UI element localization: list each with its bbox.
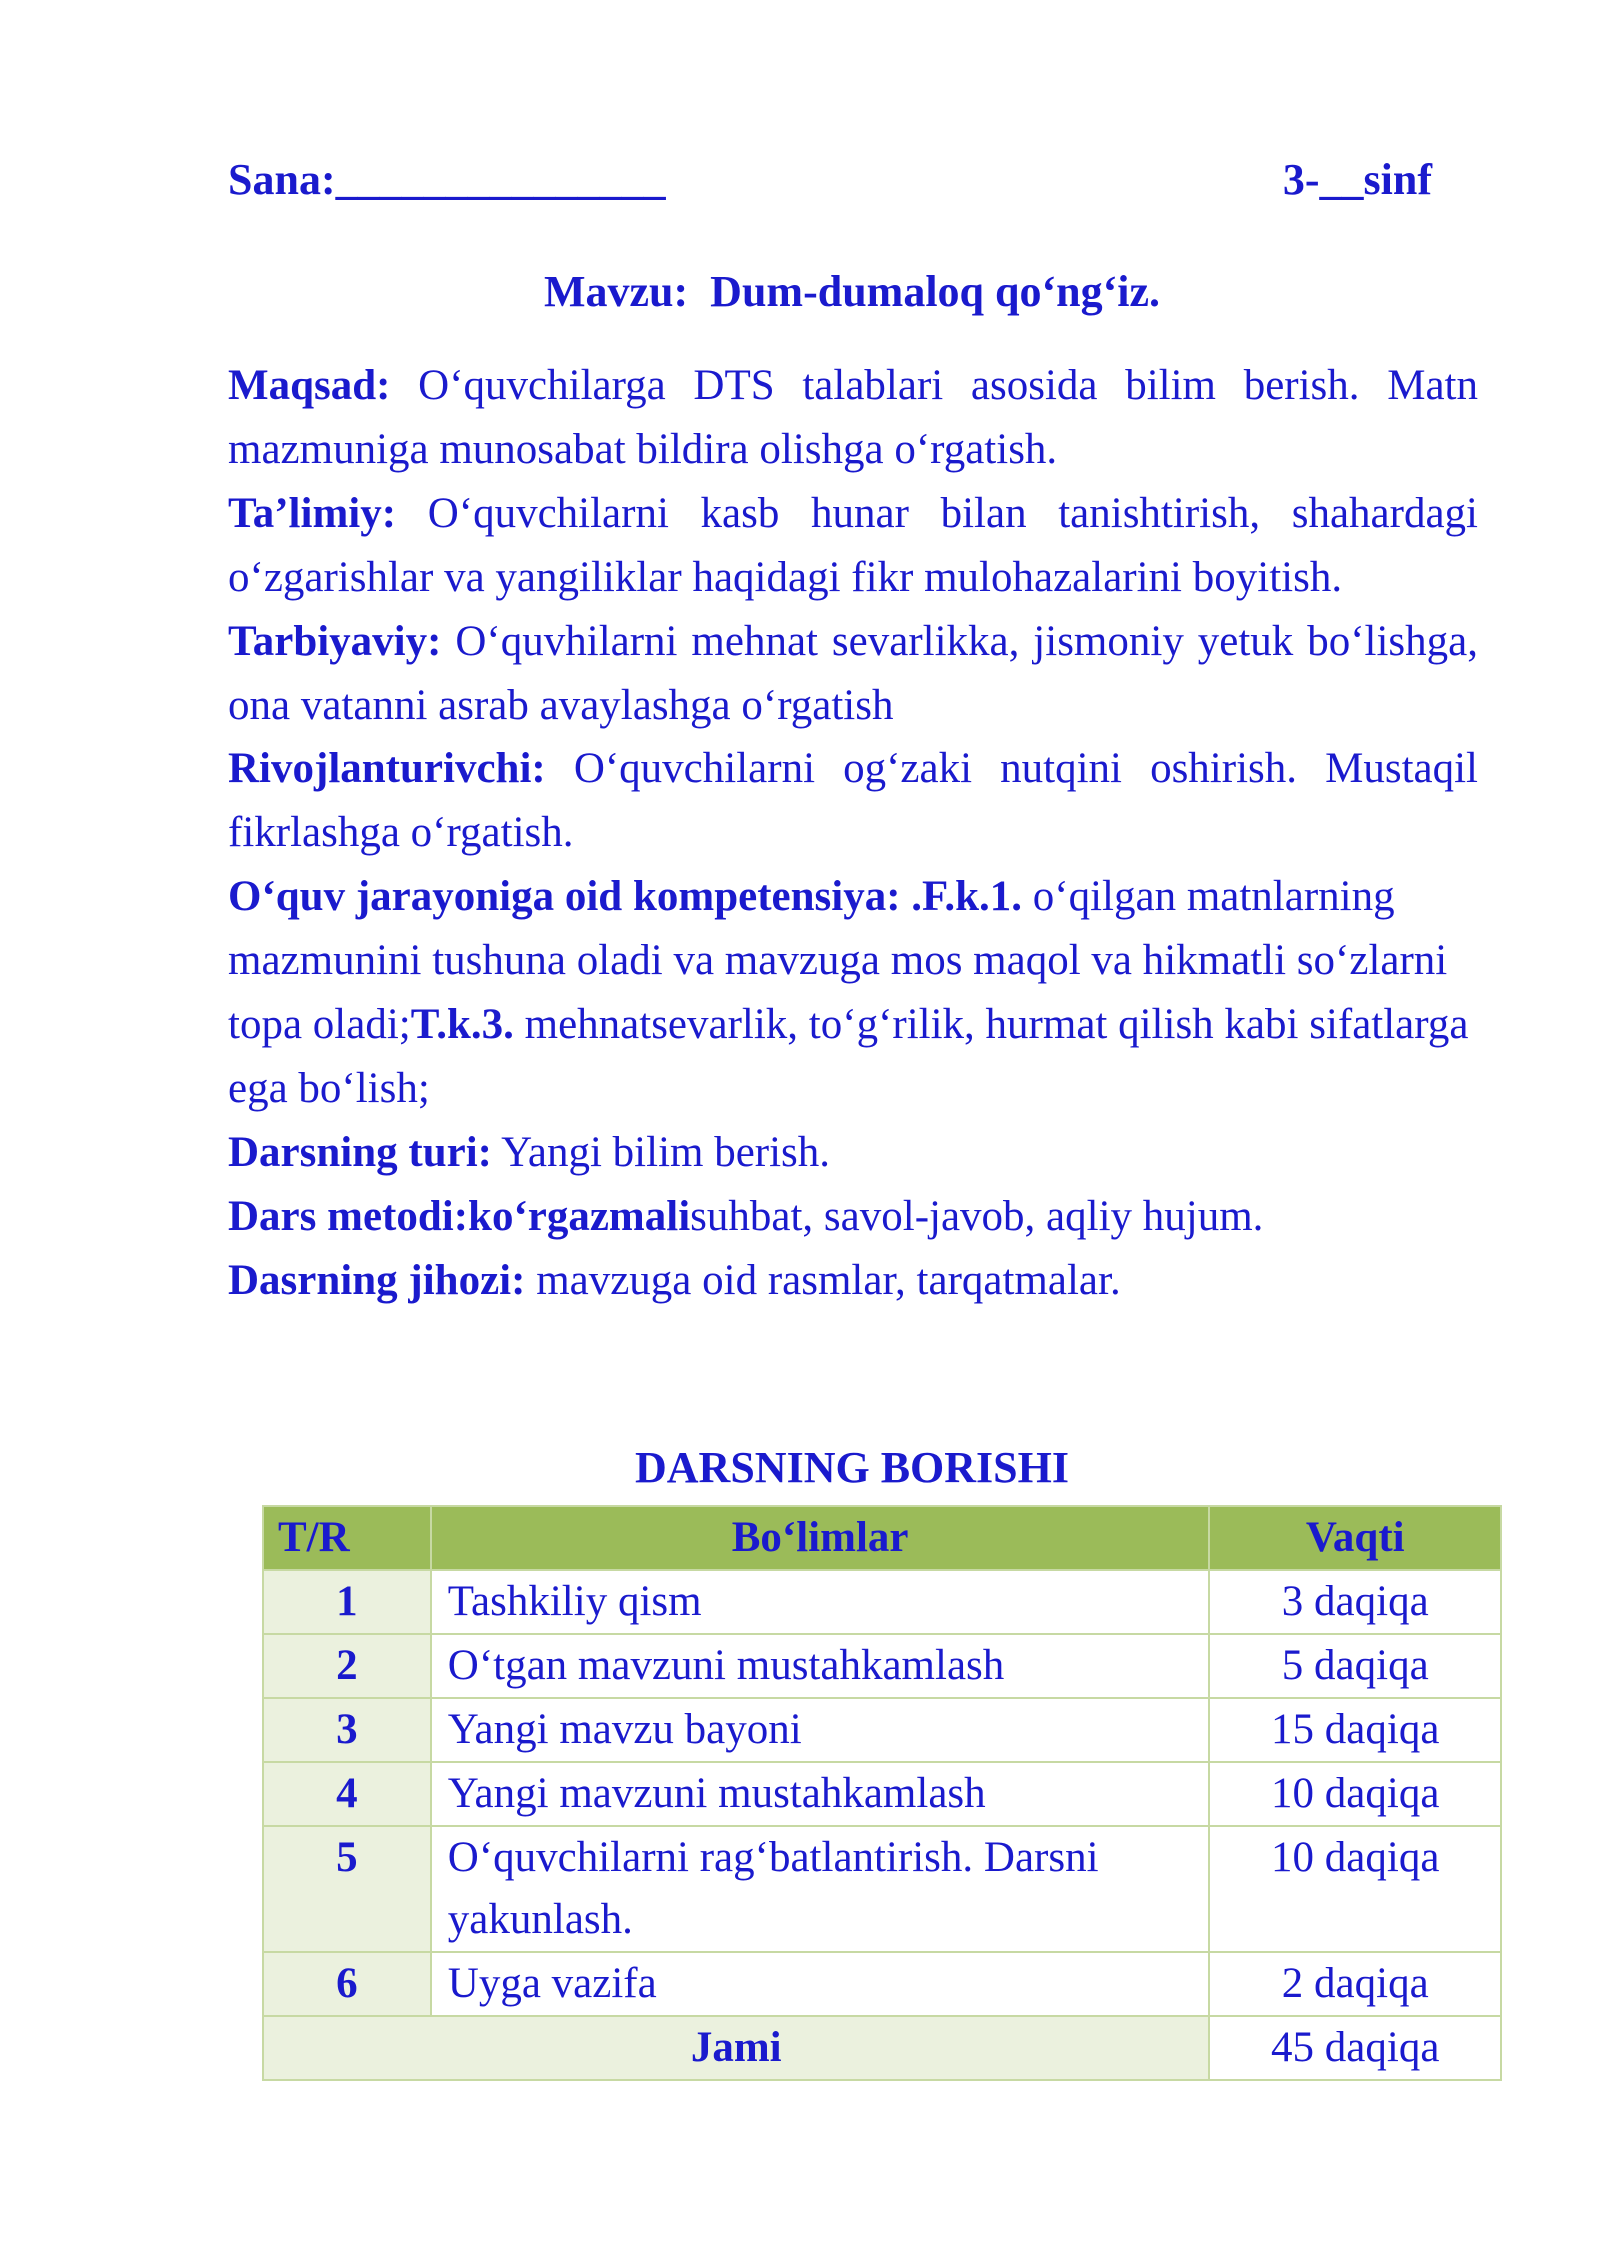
row-time: 15 daqiqa [1209, 1698, 1501, 1762]
lesson-plan-table [262, 1505, 1502, 2081]
row-time: 3 daqiqa [1209, 1570, 1501, 1634]
row-section: O‘tgan mavzuni mustahkamlash [431, 1634, 1210, 1698]
upbringing-text: O‘quvhilarni mehnat sevarlikka, jismoniy yetuk bo‘lishga, ona vatanni asrab avaylashga o‘rgatish [228, 617, 1478, 729]
method-text: suhbat, savol-javob, aqliy hujum. [690, 1192, 1264, 1240]
row-number: 6 [263, 1952, 431, 2016]
educational-paragraph [228, 482, 1478, 610]
row-section: Yangi mavzu bayoni [431, 1698, 1210, 1762]
row-time: 5 daqiqa [1209, 1634, 1501, 1698]
row-section: O‘quvchilarni rag‘batlantirish. Darsni yakunlash. [431, 1826, 1210, 1952]
equipment-text: mavzuga oid rasmlar, tarqatmalar. [525, 1256, 1121, 1304]
equipment-paragraph [228, 1249, 1478, 1313]
table-row [263, 1634, 1501, 1698]
row-number: 3 [263, 1698, 431, 1762]
method-paragraph [228, 1185, 1478, 1249]
goal-label: Maqsad: [228, 362, 391, 409]
row-number: 4 [263, 1762, 431, 1826]
topic-heading [228, 262, 1476, 322]
table-row [263, 1762, 1501, 1826]
equipment-label: Dasrning jihozi: [228, 1256, 526, 1304]
goal-text: O‘quvchilarga DTS talablari asosida bilim berish. Matn mazmuniga munosabat bildira olishga o‘rgatish. [228, 362, 1478, 473]
topic-title: Dum-dumaloq qo‘ng‘iz. [710, 267, 1161, 316]
row-time: 2 daqiqa [1209, 1952, 1501, 2016]
row-number: 1 [263, 1570, 431, 1634]
header-time: Vaqti [1209, 1506, 1501, 1570]
upbringing-paragraph [228, 610, 1478, 738]
date-field: Sana:_______________ [228, 155, 666, 204]
lesson-plan-title: DARSNING BORISHI [635, 1443, 1069, 1492]
table-header-row [263, 1506, 1501, 1570]
lesson-type-paragraph [228, 1121, 1478, 1185]
grade-field: 3-__sinf [1282, 155, 1432, 204]
total-time: 45 daqiqa [1209, 2016, 1501, 2080]
competency-fk-text: o‘qilgan matnlarning mazmunini tushuna oladi va mavzuga mos maqol va hikmatli so‘zlarni topa oladi; [228, 873, 1448, 1049]
competency-paragraph [228, 865, 1478, 1121]
goal-paragraph [228, 354, 1478, 482]
lesson-details [228, 354, 1478, 1313]
row-section: Yangi mavzuni mustahkamlash [431, 1762, 1210, 1826]
competency-tk-text: mehnatsevarlik, to‘g‘rilik, hurmat qilish kabi sifatlarga ega bo‘lish; [228, 1001, 1469, 1112]
developmental-paragraph [228, 737, 1478, 865]
row-number: 5 [263, 1826, 431, 1952]
row-number: 2 [263, 1634, 431, 1698]
lesson-type-label: Darsning turi: [228, 1128, 492, 1176]
topic-label: Mavzu: [543, 267, 689, 316]
header-sections: Bo‘limlar [431, 1506, 1210, 1570]
competency-fk-label: .F.k.1. [900, 873, 1023, 921]
row-time: 10 daqiqa [1209, 1762, 1501, 1826]
row-section: Uyga vazifa [431, 1952, 1210, 2016]
total-row [263, 2016, 1501, 2080]
developmental-label: Rivojlanturivchi: [228, 745, 546, 793]
competency-tk-label: T.k.3. [410, 1001, 514, 1049]
table-row [263, 1698, 1501, 1762]
educational-text: O‘quvchilarni kasb hunar bilan tanishtirish, shahardagi o‘zgarishlar va yangiliklar haqidagi fikr mulohazalarini boyitish. [228, 489, 1478, 601]
lesson-type-text: Yangi bilim berish. [491, 1128, 831, 1176]
table-row [263, 1826, 1501, 1952]
upbringing-label: Tarbiyaviy: [228, 617, 442, 665]
total-label: Jami [263, 2016, 1209, 2080]
educational-label: Ta’limiy: [228, 489, 397, 537]
method-label: Dars metodi:ko‘rgazmali [228, 1192, 691, 1240]
row-section: Tashkiliy qism [431, 1570, 1210, 1634]
developmental-text: O‘quvchilarni og‘zaki nutqini oshirish. Mustaqil fikrlashga o‘rgatish. [228, 745, 1478, 857]
row-time: 10 daqiqa [1209, 1826, 1501, 1952]
competency-label: O‘quv jarayoniga oid kompetensiya: [228, 873, 901, 921]
table-row [263, 1952, 1501, 2016]
table-row [263, 1570, 1501, 1634]
header-number: T/R [263, 1506, 431, 1570]
